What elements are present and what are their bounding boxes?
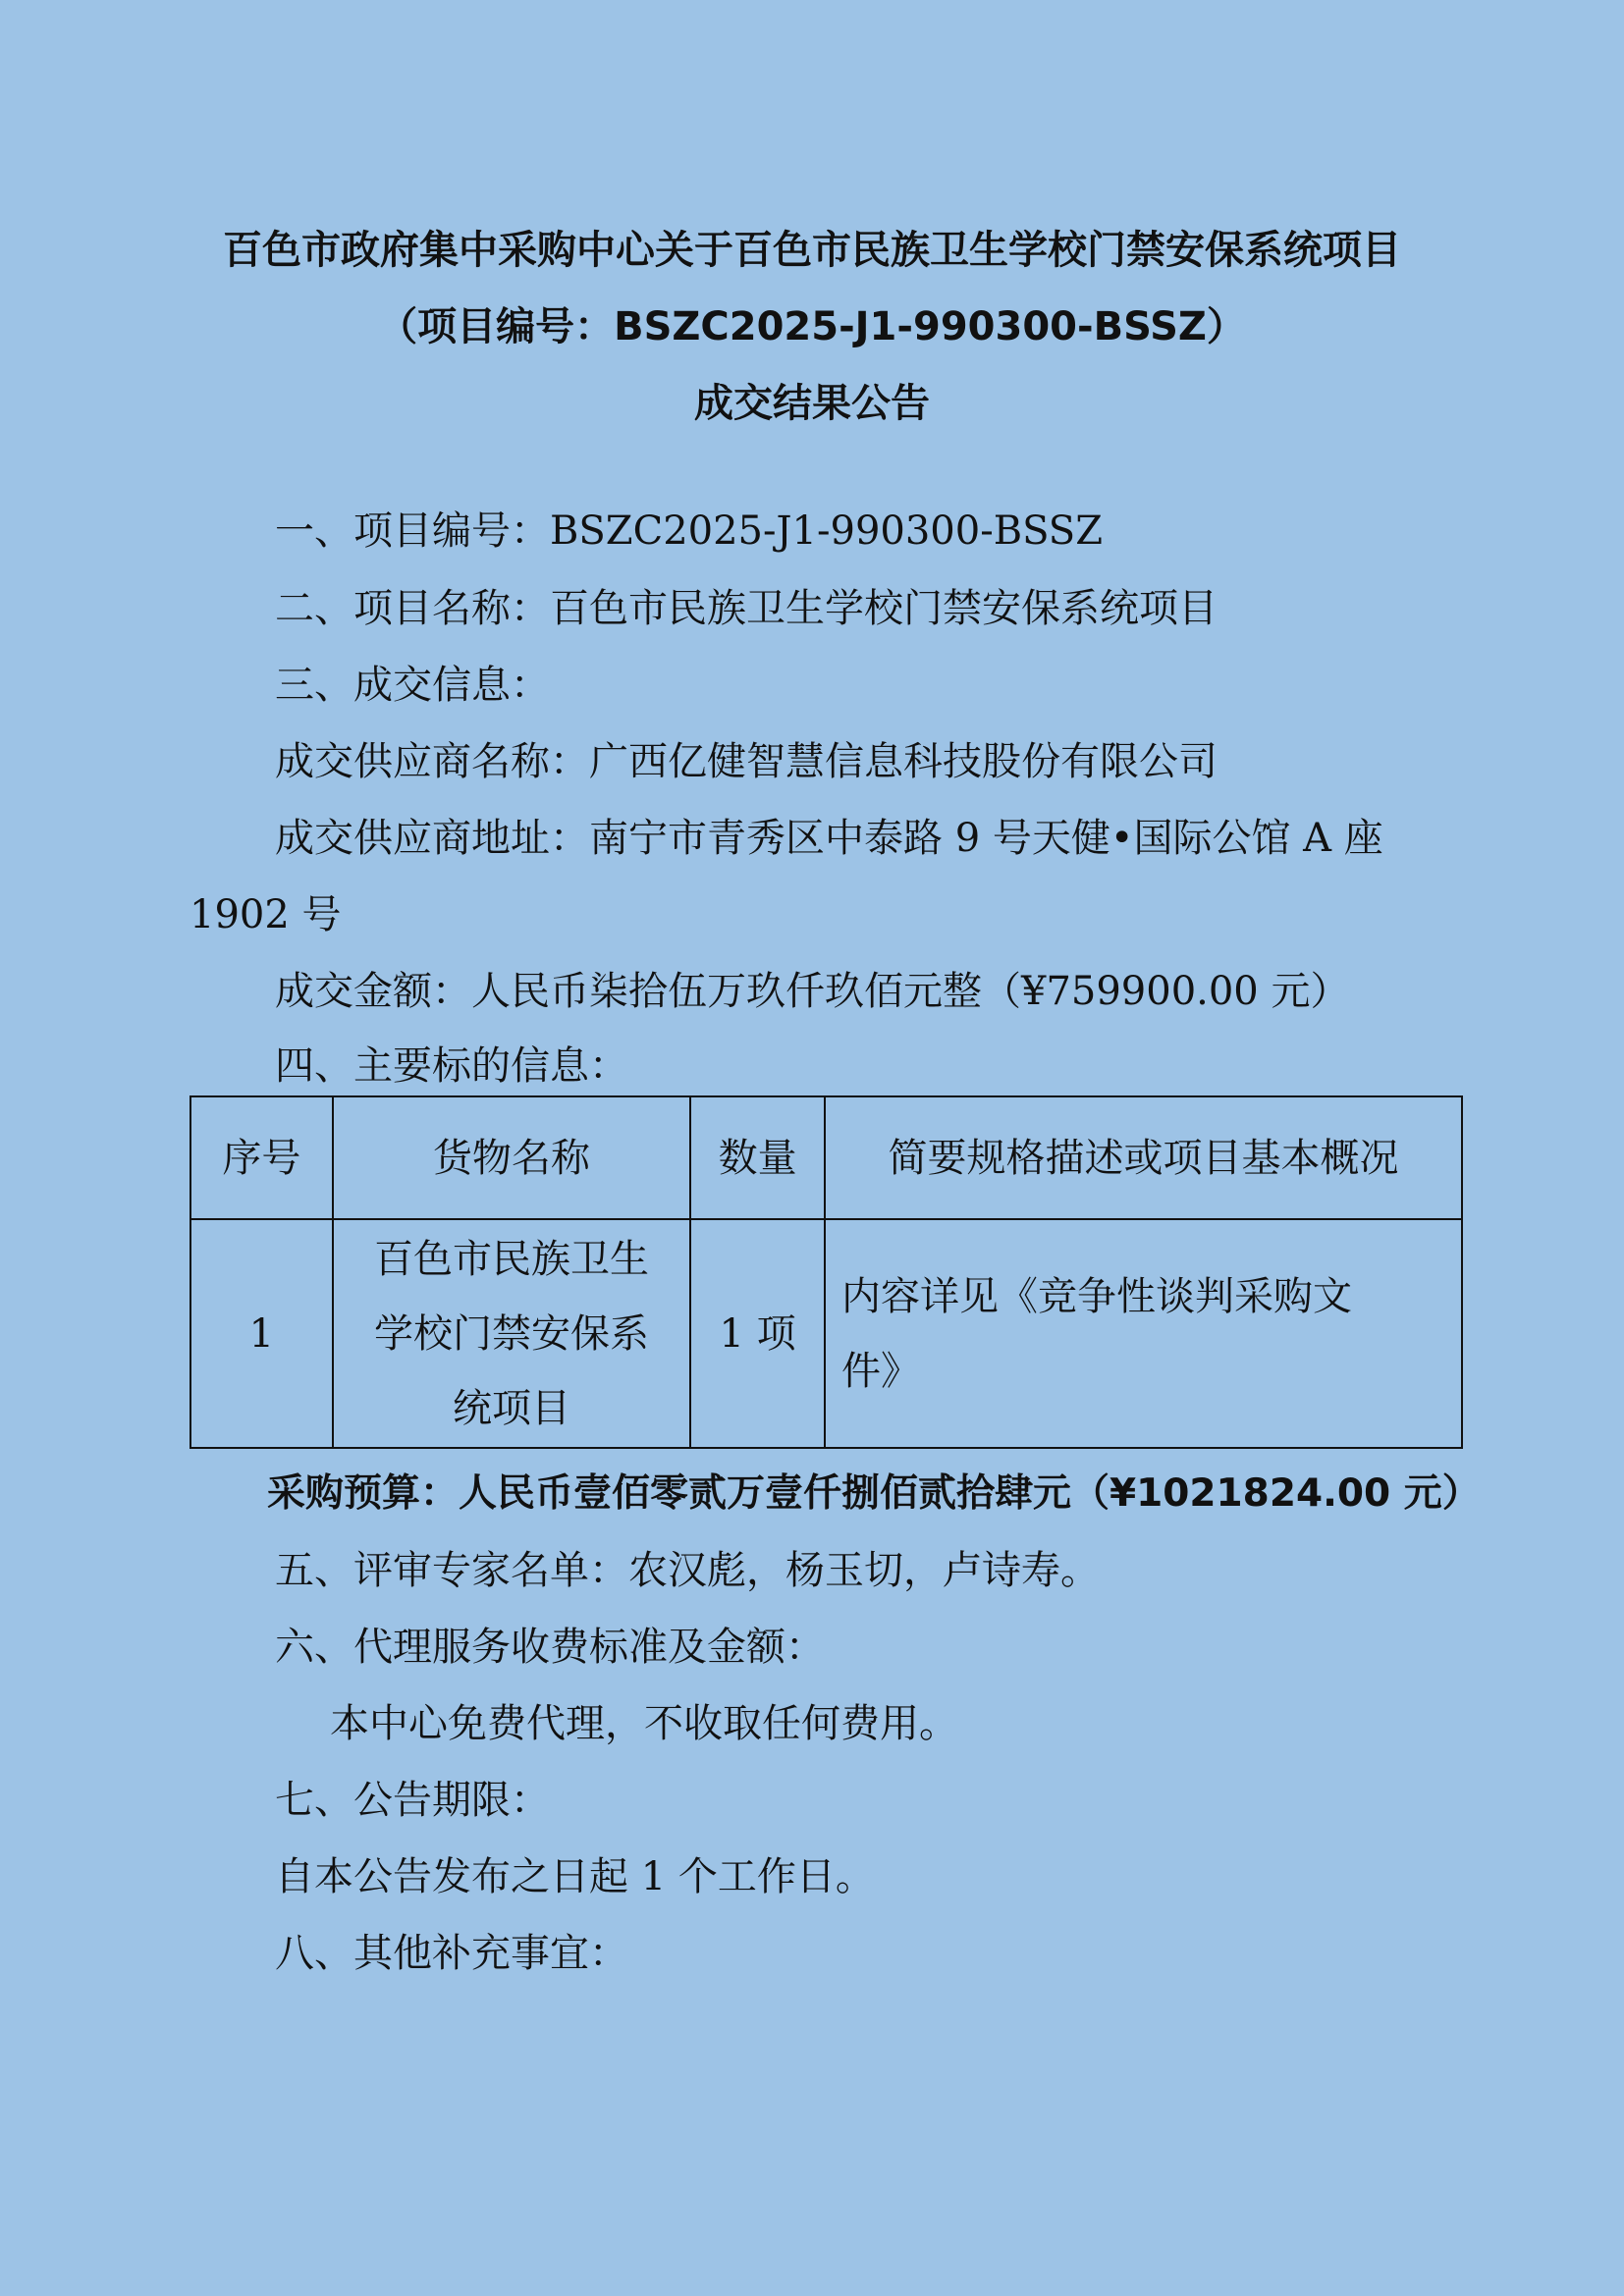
section-other-matters: 八、其他补充事宜： [275, 1931, 628, 1976]
row-quantity: 1 项 [690, 1219, 825, 1448]
procurement-budget: 采购预算：人民币壹佰零贰万壹仟捌佰贰拾肆元（¥1021824.00 元） [267, 1471, 1481, 1516]
supplier-name: 成交供应商名称：广西亿健智慧信息科技股份有限公司 [275, 739, 1218, 784]
goods-name-line-3: 统项目 [452, 1385, 570, 1431]
section-project-number: 一、项目编号：BSZC2025-J1-990300-BSSZ [275, 508, 1104, 554]
row-description [825, 1219, 1462, 1448]
description-line-2: 件》 [841, 1348, 920, 1394]
goods-name-line-1: 百色市民族卫生 [373, 1236, 649, 1282]
header-goods-name: 货物名称 [333, 1096, 690, 1219]
row-goods-name [333, 1219, 690, 1448]
section-deal-info: 三、成交信息： [275, 663, 550, 708]
goods-name-line-2: 学校门禁安保系 [373, 1310, 649, 1357]
notice-period-detail: 自本公告发布之日起 1 个工作日。 [275, 1854, 875, 1899]
supplier-address-line-2: 1902 号 [189, 892, 342, 937]
row-index: 1 [190, 1219, 333, 1448]
description-line-1: 内容详见《竞争性谈判采购文 [841, 1273, 1352, 1319]
section-project-name: 二、项目名称：百色市民族卫生学校门禁安保系统项目 [275, 586, 1218, 631]
header-quantity: 数量 [690, 1096, 825, 1219]
deal-amount: 成交金额：人民币柒拾伍万玖仟玖佰元整（¥759900.00 元） [275, 969, 1350, 1014]
section-agency-fee: 六、代理服务收费标准及金额： [275, 1625, 825, 1670]
table-row [190, 1219, 1462, 1448]
section-experts: 五、评审专家名单：农汉彪，杨玉切，卢诗寿。 [275, 1548, 1100, 1593]
title-line-1: 百色市政府集中采购中心关于百色市民族卫生学校门禁安保系统项目 [223, 228, 1401, 273]
section-notice-period: 七、公告期限： [275, 1778, 550, 1823]
subject-table [189, 1095, 1463, 1449]
header-description: 简要规格描述或项目基本概况 [825, 1096, 1462, 1219]
title-line-3: 成交结果公告 [694, 381, 930, 426]
supplier-address-line-1: 成交供应商地址：南宁市青秀区中泰路 9 号天健•国际公馆 A 座 [275, 816, 1383, 861]
header-index: 序号 [190, 1096, 333, 1219]
title-line-2: （项目编号：BSZC2025-J1-990300-BSSZ） [378, 304, 1246, 349]
document-title [0, 212, 1624, 442]
section-main-subject: 四、主要标的信息： [275, 1043, 628, 1089]
table-header-row [190, 1096, 1462, 1219]
agency-fee-detail: 本中心免费代理，不收取任何费用。 [330, 1701, 958, 1746]
